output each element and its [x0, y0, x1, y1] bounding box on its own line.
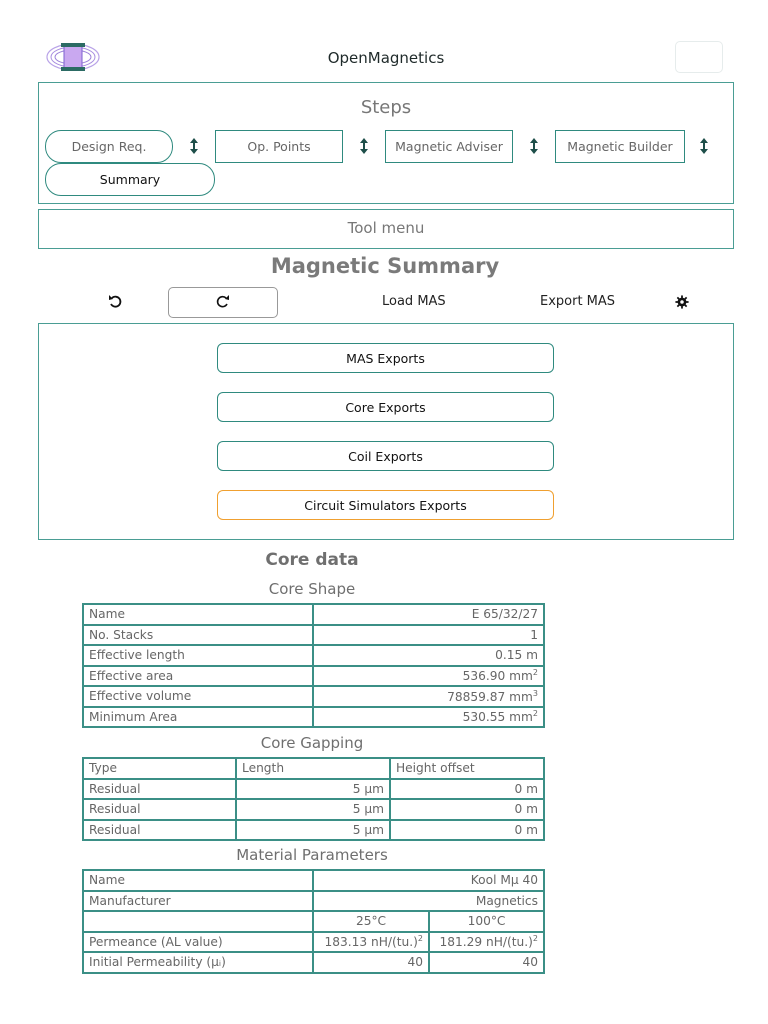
gap-length: 5 µm: [236, 779, 390, 800]
exports-panel: [38, 323, 734, 540]
empty-cell: [83, 911, 313, 932]
gap-type: Residual: [83, 799, 236, 820]
gap-height-offset: 0 m: [390, 779, 544, 800]
table-row: [83, 645, 544, 666]
circuit-simulators-exports-button[interactable]: Circuit Simulators Exports: [217, 490, 554, 520]
gap-height-offset: 0 m: [390, 799, 544, 820]
gap-length: 5 µm: [236, 799, 390, 820]
permeance-value: 181.29 $nH/(tu.)^2$: [429, 932, 544, 953]
steps-panel: [38, 82, 734, 204]
row-value: 1: [313, 625, 544, 646]
table-row: [83, 891, 544, 912]
gap-type: Residual: [83, 779, 236, 800]
core-exports-button[interactable]: Core Exports: [217, 392, 554, 422]
table-row: [83, 666, 544, 687]
column-header: Height offset: [390, 758, 544, 779]
material-parameters-title: Material Parameters: [236, 846, 388, 864]
table-row: [83, 707, 544, 728]
core-gapping-title: Core Gapping: [260, 734, 364, 752]
mas-exports-button[interactable]: MAS Exports: [217, 343, 554, 373]
table-row: [83, 686, 544, 707]
material-manufacturer: Magnetics: [313, 891, 544, 912]
permeance-value: 183.13 $nH/(tu.)^2$: [313, 932, 429, 953]
row-label: Effective volume: [83, 686, 313, 707]
redo-icon: [216, 293, 230, 309]
gear-icon[interactable]: [675, 294, 689, 310]
load-mas-button[interactable]: Load MAS: [382, 294, 446, 309]
core-shape-table: [82, 603, 545, 728]
navbar: [0, 0, 768, 78]
row-label: No. Stacks: [83, 625, 313, 646]
coil-exports-button[interactable]: Coil Exports: [217, 441, 554, 471]
step-summary[interactable]: Summary: [45, 163, 215, 196]
core-shape-title: Core Shape: [268, 580, 356, 598]
row-value: 530.55 $mm^2$: [313, 707, 544, 728]
material-name: Kool Mµ 40: [313, 870, 544, 891]
temperature-header: 100°C: [429, 911, 544, 932]
table-row: [83, 779, 544, 800]
table-row: [83, 820, 544, 841]
step-operating-points[interactable]: Op. Points: [215, 130, 343, 163]
undo-icon[interactable]: [108, 293, 122, 309]
table-header-row: [83, 911, 544, 932]
permeability-value: 40: [313, 952, 429, 973]
page-title: Magnetic Summary: [270, 254, 500, 278]
table-row: [83, 952, 544, 973]
row-label: Minimum Area: [83, 707, 313, 728]
temperature-header: 25°C: [313, 911, 429, 932]
updown-arrow-icon: [699, 138, 709, 154]
row-label: Effective area: [83, 666, 313, 687]
row-label: Initial Permeability (µᵢ): [83, 952, 313, 973]
gap-type: Residual: [83, 820, 236, 841]
row-value: E 65/32/27: [313, 604, 544, 625]
step-design-requirements[interactable]: Design Req.: [45, 130, 173, 163]
table-row: [83, 799, 544, 820]
table-row: [83, 870, 544, 891]
table-row: [83, 625, 544, 646]
step-magnetic-adviser[interactable]: Magnetic Adviser: [385, 130, 513, 163]
core-data-title: Core data: [265, 550, 359, 570]
step-magnetic-builder[interactable]: Magnetic Builder: [555, 130, 685, 163]
export-mas-button[interactable]: Export MAS: [540, 294, 616, 309]
row-value: 0.15 m: [313, 645, 544, 666]
updown-arrow-icon: [189, 138, 199, 154]
tool-menu-toggle[interactable]: Tool menu: [38, 209, 734, 249]
gap-height-offset: 0 m: [390, 820, 544, 841]
column-header: Type: [83, 758, 236, 779]
material-parameters-table: [82, 869, 545, 974]
permeability-value: 40: [429, 952, 544, 973]
row-label: Name: [83, 604, 313, 625]
app-title: OpenMagnetics: [327, 49, 445, 67]
row-label: Name: [83, 870, 313, 891]
row-label: Effective length: [83, 645, 313, 666]
updown-arrow-icon: [529, 138, 539, 154]
row-value: 536.90 $mm^2$: [313, 666, 544, 687]
gap-length: 5 µm: [236, 820, 390, 841]
table-row: [83, 604, 544, 625]
steps-title: Steps: [360, 97, 412, 118]
row-value: 78859.87 $mm^3$: [313, 686, 544, 707]
updown-arrow-icon: [359, 138, 369, 154]
table-header-row: [83, 758, 544, 779]
row-label: Manufacturer: [83, 891, 313, 912]
table-row: [83, 932, 544, 953]
core-gapping-table: [82, 757, 545, 841]
column-header: Length: [236, 758, 390, 779]
menu-toggle-button[interactable]: [675, 41, 723, 73]
row-label: Permeance (AL value): [83, 932, 313, 953]
